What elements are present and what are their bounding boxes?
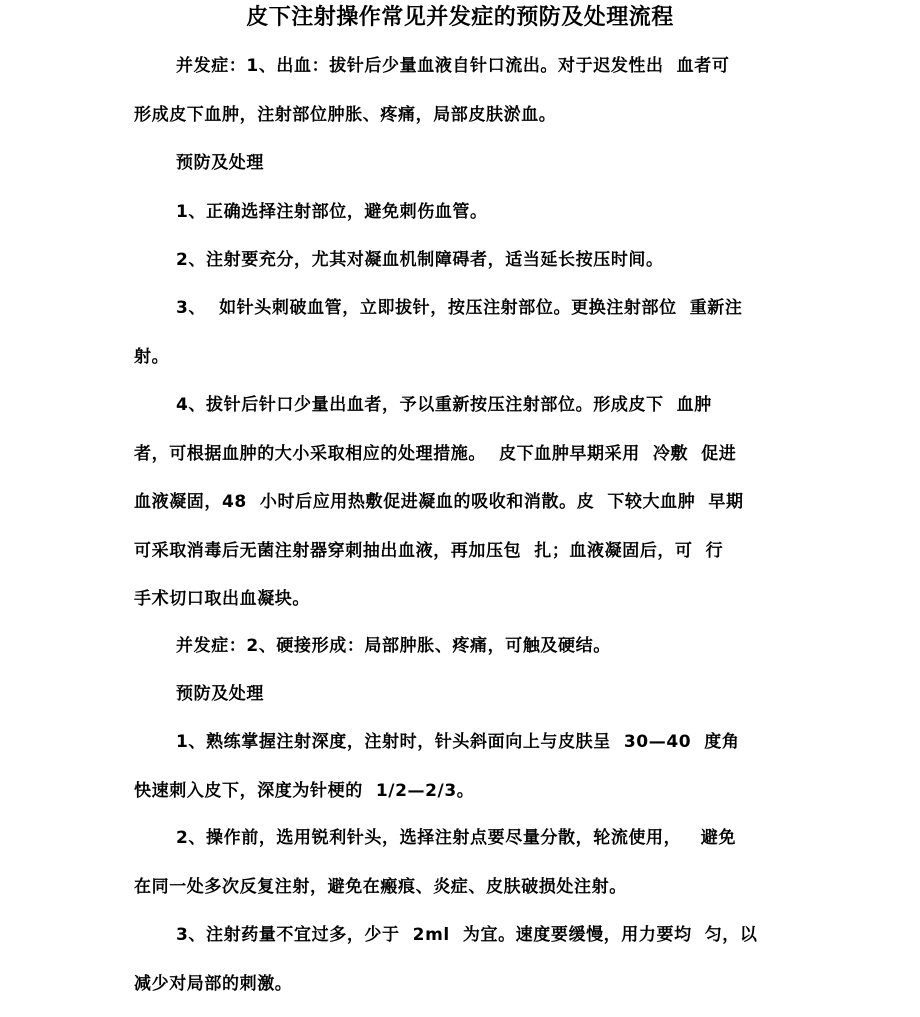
text-line: 3、注射药量不宜过多，少于 2ml 为宜。速度要缓慢，用力要均 匀，以 bbox=[176, 925, 758, 945]
text-line: 2、操作前，选用锐利针头，选择注射点要尽量分散，轮流使用， 避免 bbox=[176, 828, 736, 848]
text-line: 预防及处理 bbox=[176, 153, 264, 173]
text-line: 1、熟练掌握注射深度，注射时，针头斜面向上与皮肤呈 30—40 度角 bbox=[176, 732, 740, 752]
text-line: 者，可根据血肿的大小采取相应的处理措施。 皮下血肿早期采用 冷敷 促进 bbox=[134, 443, 737, 464]
paragraph-complication-1 bbox=[134, 42, 794, 139]
text-line: 3、 如针头刺破血管，立即拔针，按压注射部位。更换注射部位 重新注 bbox=[176, 298, 743, 318]
text-line: 预防及处理 bbox=[176, 684, 264, 704]
text-line: 快速刺入皮下，深度为针梗的 1/2—2/3。 bbox=[134, 780, 475, 801]
text-line: 形成皮下血肿，注射部位肿胀、疼痛，局部皮肤淤血。 bbox=[134, 104, 557, 125]
text-line: 血液凝固，48 小时后应用热敷促进凝血的吸收和消散。皮 下较大血肿 早期 bbox=[134, 492, 744, 512]
text-line: 手术切口取出血凝块。 bbox=[134, 589, 310, 609]
heading-prevention-2 bbox=[134, 670, 794, 719]
text-line: 射。 bbox=[134, 346, 170, 367]
text-line: 并发症：1、出血：拔针后少量血液自针口流出。对于迟发性出 血者可 bbox=[176, 56, 730, 76]
text-line: 4、拔针后针口少量出血者，予以重新按压注射部位。形成皮下 血肿 bbox=[176, 395, 712, 415]
text-line: 减少对局部的刺激。 bbox=[134, 973, 293, 994]
text-line: 并发症：2、硬接形成：局部肿胀、疼痛，可触及硬结。 bbox=[176, 636, 611, 656]
text-line: 在同一处多次反复注射，避免在瘢痕、炎症、皮肤破损处注射。 bbox=[134, 876, 627, 897]
paragraph-item-1-4 bbox=[134, 381, 794, 624]
paragraph-item-2-2 bbox=[134, 814, 794, 911]
paragraph-complication-2 bbox=[134, 622, 794, 671]
paragraph-item-1-1 bbox=[134, 188, 794, 237]
paragraph-item-1-3 bbox=[134, 284, 794, 381]
document-title: 皮下注射操作常见并发症的预防及处理流程 bbox=[246, 5, 674, 30]
paragraph-item-1-2 bbox=[134, 236, 794, 285]
text-line: 可采取消毒后无菌注射器穿刺抽出血液，再加压包 扎；血液凝固后，可 行 bbox=[134, 540, 724, 561]
heading-prevention-1 bbox=[134, 139, 794, 188]
text-line: 1、正确选择注射部位，避免刺伤血管。 bbox=[176, 202, 488, 222]
paragraph-item-2-1 bbox=[134, 718, 794, 815]
paragraph-item-2-3 bbox=[134, 911, 794, 1008]
text-line: 2、注射要充分，尤其对凝血机制障碍者，适当延长按压时间。 bbox=[176, 250, 664, 270]
